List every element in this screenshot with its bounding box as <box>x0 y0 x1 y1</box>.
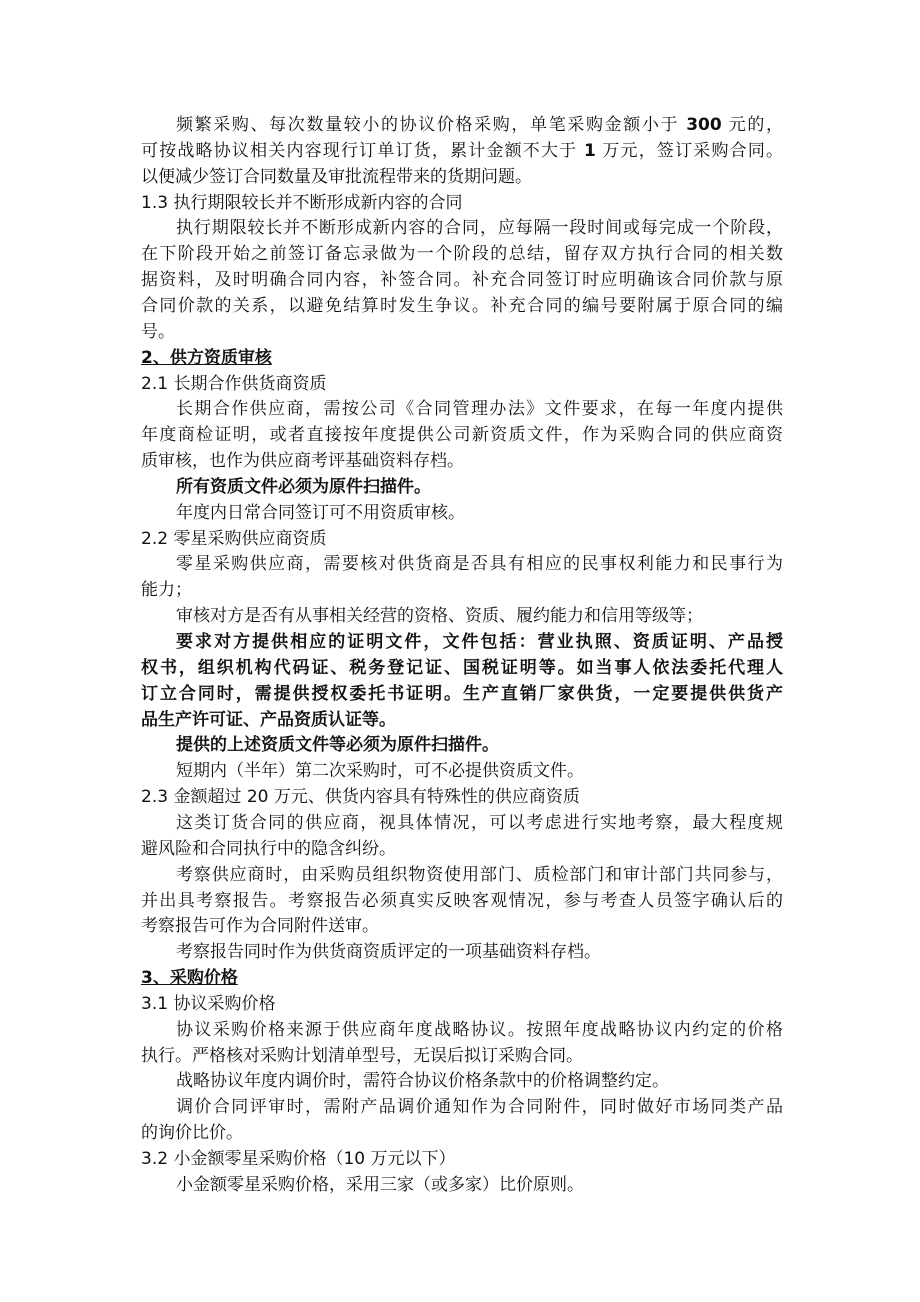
text-segment: 短期内（半年）第二次采购时，可不必提供资质文件。 <box>176 761 584 782</box>
text-segment: 2.3 金额超过 20 万元、供货内容具有特殊性的供应商资质 <box>141 787 580 808</box>
text-segment: 2.1 长期合作供货商资质 <box>141 373 327 394</box>
text-line <box>141 396 783 422</box>
text-line <box>141 215 783 241</box>
text-line <box>141 241 783 267</box>
text-segment: 300 <box>686 115 722 135</box>
text-line <box>141 267 783 293</box>
text-line <box>141 758 783 784</box>
text-line <box>141 939 783 965</box>
text-line <box>141 862 783 888</box>
text-line <box>141 707 783 733</box>
text-segment: 小金额零星采购价格，采用三家（或多家）比价原则。 <box>176 1174 584 1195</box>
text-segment: 据资料，及时明确合同内容，补签合同。补充合同签订时应明确该合同价款与原 <box>141 270 783 291</box>
text-segment: 这类订货合同的供应商，视具体情况，可以考虑进行实地考察，最大程度规 <box>176 812 783 833</box>
text-segment: 调价合同评审时，需附产品调价通知作为合同附件，同时做好市场同类产品 <box>176 1097 783 1118</box>
text-segment: 以便减少签订合同数量及审批流程带来的货期问题。 <box>141 166 532 187</box>
text-segment: 战略协议年度内调价时，需符合协议价格条款中的价格调整约定。 <box>176 1071 669 1092</box>
text-line <box>141 500 783 526</box>
text-segment: 3、采购价格 <box>141 968 238 989</box>
text-segment: 年度商检证明，或者直接按年度提供公司新资质文件，作为采购合同的供应商资 <box>141 425 783 446</box>
text-line <box>141 293 783 319</box>
text-line <box>141 551 783 577</box>
text-segment: 年度内日常合同签订可不用资质审核。 <box>176 502 465 523</box>
text-segment: 频繁采购、每次数量较小的协议价格采购，单笔采购金额小于 <box>176 115 687 135</box>
text-line <box>141 448 783 474</box>
text-segment: 2.2 零星采购供应商资质 <box>141 528 327 549</box>
text-segment: 2、供方资质审核 <box>141 347 272 368</box>
text-segment: 考察供应商时，由采购员组织物资使用部门、质检部门和审计部门共同参与， <box>176 864 783 885</box>
text-line <box>141 422 783 448</box>
text-line <box>141 1043 783 1069</box>
text-segment: 要求对方提供相应的证明文件，文件包括：营业执照、资质证明、产品授 <box>176 632 783 652</box>
text-segment: 所有资质文件必须为原件扫描件。 <box>176 476 431 497</box>
text-line <box>141 991 783 1017</box>
text-line <box>141 474 783 500</box>
text-line <box>141 1120 783 1146</box>
text-segment: 订立合同时，需提供授权委托书证明。生产直销厂家供货，一定要提供供货产 <box>141 683 783 704</box>
text-segment: 万元，签订采购合同。 <box>595 140 783 161</box>
text-segment: 1.3 执行期限较长并不断形成新内容的合同 <box>141 192 463 213</box>
text-line <box>141 112 783 138</box>
text-line <box>141 629 783 655</box>
text-segment: 元的， <box>721 115 783 135</box>
text-line <box>141 732 783 758</box>
text-line <box>141 577 783 603</box>
text-line <box>141 888 783 914</box>
text-segment: 质审核，也作为供应商考评基础资料存档。 <box>141 451 464 472</box>
text-line <box>141 681 783 707</box>
text-segment: 3.2 小金额零星采购价格（10 万元以下） <box>141 1149 456 1169</box>
text-line <box>141 913 783 939</box>
text-line <box>141 319 783 345</box>
text-segment: 考察报告同时作为供货商资质评定的一项基础资料存档。 <box>176 942 601 963</box>
text-line <box>141 603 783 629</box>
text-line <box>141 190 783 216</box>
text-segment: 3.1 协议采购价格 <box>141 993 276 1014</box>
text-line <box>141 836 783 862</box>
text-segment: 并出具考察报告。考察报告必须真实反映客观情况，参与考查人员签字确认后的 <box>141 890 783 911</box>
text-segment: 审核对方是否有从事相关经营的资格、资质、履约能力和信用等级等； <box>176 606 703 627</box>
text-segment: 零星采购供应商，需要核对供货商是否具有相应的民事权利能力和民事行为 <box>176 554 783 575</box>
text-segment: 品生产许可证、产品资质认证等。 <box>141 709 396 730</box>
text-line <box>141 138 783 164</box>
text-segment: 可按战略协议相关内容现行订单订货，累计金额不大于 <box>141 140 584 161</box>
text-line <box>141 1068 783 1094</box>
text-segment: 1 <box>583 140 596 161</box>
text-line <box>141 164 783 190</box>
text-line <box>141 371 783 397</box>
text-segment: 执行期限较长并不断形成新内容的合同，应每隔一段时间或每完成一个阶段， <box>176 218 783 239</box>
text-segment: 能力； <box>141 580 192 601</box>
text-segment: 执行。严格核对采购计划清单型号，无误后拟订采购合同。 <box>141 1045 583 1066</box>
text-line <box>141 1172 783 1198</box>
text-line <box>141 784 783 810</box>
text-segment: 避风险和合同执行中的隐含纠纷。 <box>141 838 396 859</box>
text-segment: 的询价比价。 <box>141 1123 243 1144</box>
text-line <box>141 810 783 836</box>
text-segment: 在下阶段开始之前签订备忘录做为一个阶段的总结，留存双方执行合同的相关数 <box>141 244 783 265</box>
text-line <box>141 526 783 552</box>
section-heading <box>141 345 783 371</box>
text-segment: 考察报告可作为合同附件送审。 <box>141 916 379 937</box>
text-line <box>141 1146 783 1172</box>
section-heading <box>141 965 783 991</box>
text-segment: 权书，组织机构代码证、税务登记证、国税证明等。如当事人依法委托代理人 <box>141 657 783 678</box>
text-line <box>141 1094 783 1120</box>
text-line <box>141 1017 783 1043</box>
text-segment: 提供的上述资质文件等必须为原件扫描件。 <box>176 735 499 756</box>
text-segment: 号。 <box>141 321 175 342</box>
text-line <box>141 655 783 681</box>
text-segment: 长期合作供应商，需按公司《合同管理办法》文件要求，在每一年度内提供 <box>176 399 783 420</box>
text-segment: 合同价款的关系，以避免结算时发生争议。补充合同的编号要附属于原合同的编 <box>141 295 783 316</box>
text-segment: 协议采购价格来源于供应商年度战略协议。按照年度战略协议内约定的价格 <box>176 1019 783 1040</box>
